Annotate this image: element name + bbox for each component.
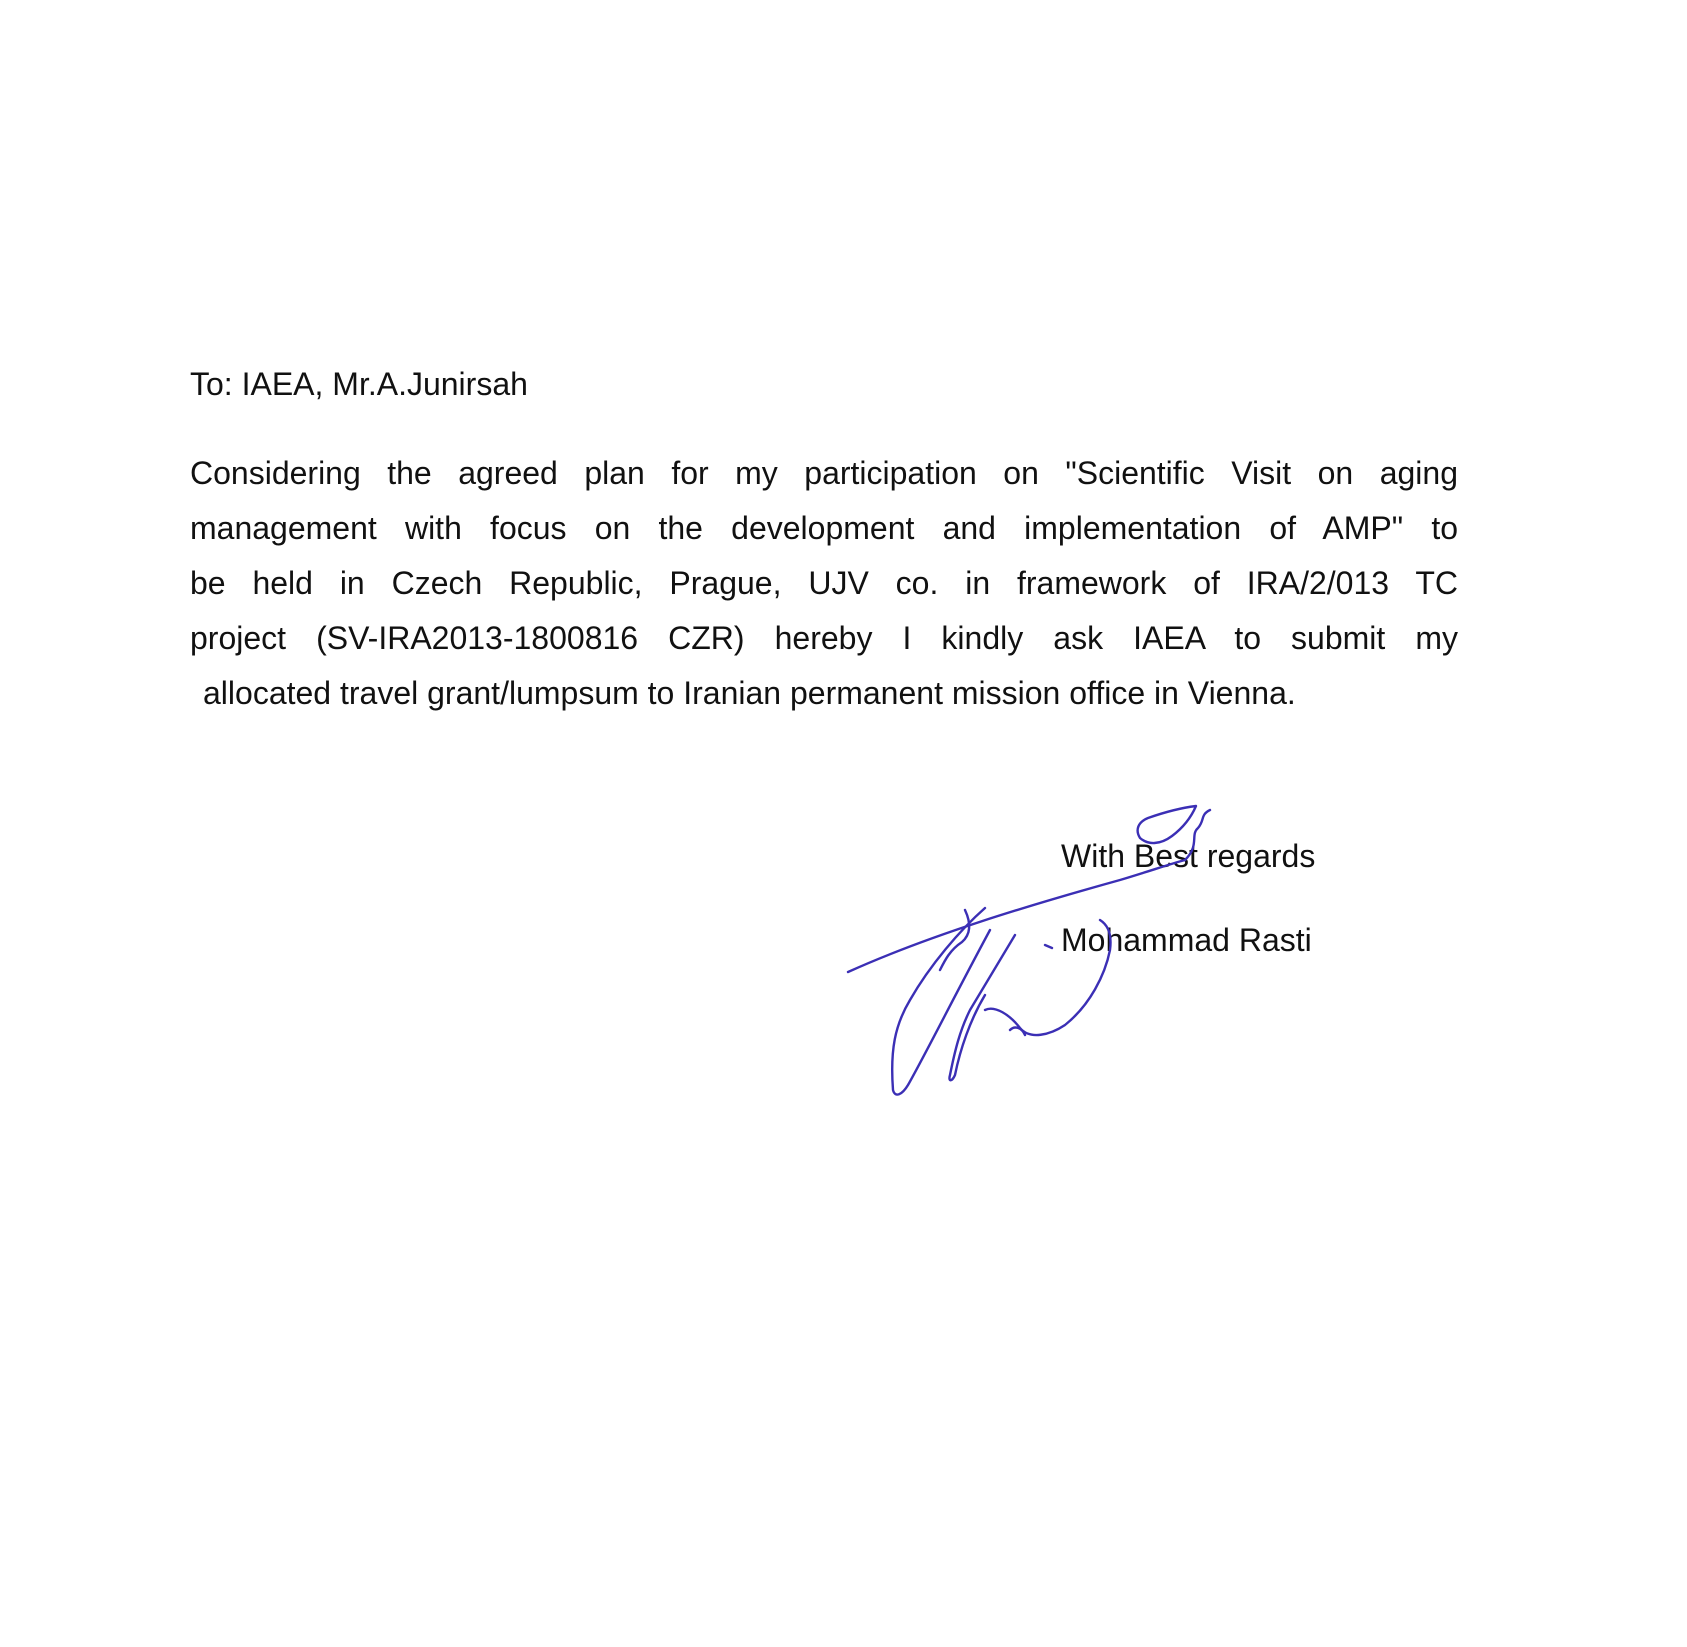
- body-line: management with focus on the development and implementation of AMP" to: [190, 510, 1458, 546]
- signature-stroke: [949, 935, 1015, 1080]
- body-line: be held in Czech Republic, Prague, UJV co. in framework of IRA/2/013 TC: [190, 565, 1458, 601]
- signature-stroke: [892, 908, 990, 1095]
- signature-stroke: [940, 910, 969, 970]
- body-line: project (SV-IRA2013-1800816 CZR) hereby I kindly ask IAEA to submit my: [190, 620, 1458, 656]
- closing-salutation: With Best regards: [1061, 838, 1316, 874]
- recipient-line: To: IAEA, Mr.A.Junirsah: [190, 366, 528, 402]
- signer-name: Mohammad Rasti: [1061, 922, 1312, 958]
- letter-body: [190, 446, 1458, 721]
- signature-stroke: [1010, 1028, 1025, 1035]
- body-line: allocated travel grant/lumpsum to Iranian permanent mission office in Vienna.: [203, 675, 1296, 711]
- signature-stroke: [1045, 945, 1052, 948]
- body-line: Considering the agreed plan for my participation on "Scientific Visit on aging: [190, 455, 1458, 491]
